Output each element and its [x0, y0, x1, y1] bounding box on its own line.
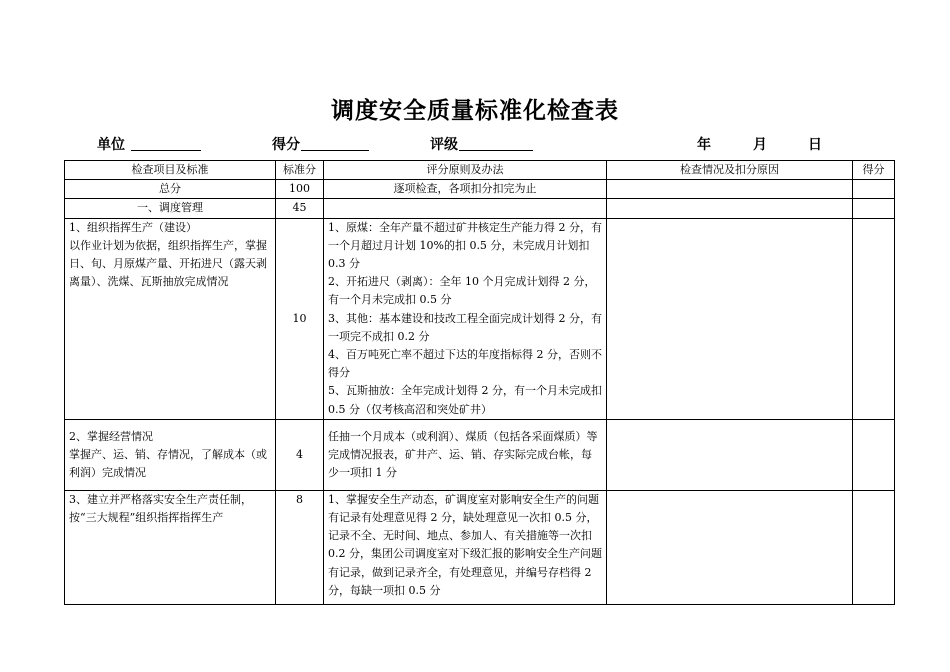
row3-points: 8 — [276, 490, 324, 604]
header-score: 得分 — [853, 161, 895, 180]
row3-score-cell — [853, 490, 895, 604]
header-findings: 检查情况及扣分原因 — [607, 161, 853, 180]
header-item: 检查项目及标准 — [65, 161, 276, 180]
year-label: 年 — [697, 137, 711, 153]
total-row — [65, 180, 895, 199]
row3-method — [324, 490, 607, 604]
row2-score-cell — [853, 419, 895, 490]
row1-method-2: 2、开拓进尺（剥离）：全年 10 个月完成计划得 2 分，有一个月未完成扣 0.5 分 — [328, 275, 596, 307]
row2-findings-cell — [607, 419, 853, 490]
section-method-cell — [324, 199, 607, 218]
total-findings-cell — [607, 180, 853, 199]
row1-method-5: 5、瓦斯抽放：全年完成计划得 2 分，有一个月未完成扣 0.5 分（仅考核高沼和突处矿井） — [328, 384, 602, 416]
row3-item — [65, 490, 276, 604]
table-row — [65, 419, 895, 490]
unit-blank — [131, 136, 201, 151]
header-points: 标准分 — [276, 161, 324, 180]
month-label: 月 — [753, 137, 767, 153]
section-points: 45 — [276, 199, 324, 218]
score-label: 得分 — [272, 137, 300, 153]
section-item: 一、调度管理 — [65, 199, 276, 218]
header-method: 评分原则及办法 — [324, 161, 607, 180]
grade-field — [430, 134, 533, 154]
row1-item-title: 1、组织指挥生产（建设） — [69, 220, 197, 234]
grade-label: 评级 — [430, 137, 458, 153]
page-title: 调度安全质量标准化检查表 — [331, 98, 619, 124]
row2-method — [324, 419, 607, 490]
row1-method-4: 4、百万吨死亡率不超过下达的年度指标得 2 分，否则不得分 — [328, 348, 602, 380]
total-score-cell — [853, 180, 895, 199]
total-method: 逐项检查，各项扣分扣完为止 — [324, 180, 607, 199]
unit-field — [97, 134, 201, 154]
grade-blank — [459, 136, 533, 151]
row1-item — [65, 218, 276, 419]
inspection-table — [64, 160, 895, 605]
row1-method-1: 1、原煤：全年产量不超过矿井核定生产能力得 2 分，有一个月超过月计划 10%的扣 0.5 分，未完成月计划扣 0.3 分 — [328, 220, 602, 271]
row2-method-1: 任抽一个月成本（或利润）、煤质（包括各采面煤质）等完成情况报表，矿井产、运、销、存实际完成台帐，每少一项扣 1 分 — [328, 429, 598, 479]
row1-points: 10 — [276, 218, 324, 419]
row3-findings-cell — [607, 490, 853, 604]
row3-method-1: 1、掌握安全生产动态，矿调度室对影响安全生产的问题有记录有处理意见得 2 分，缺处理意见一次扣 0.5 分，记录不全、无时间、地点、参加人、有关措施等一次扣 0.2 分，集团公司调度室对下级汇报的影响安全生产问题有记录，做到记录齐全，有处理意见，并编号存档得 2 分，每缺一项扣 0.5 分 — [328, 492, 602, 597]
row1-method — [324, 218, 607, 419]
section-row — [65, 199, 895, 218]
unit-label: 单位 — [97, 137, 125, 153]
section-findings-cell — [607, 199, 853, 218]
row1-findings-cell — [607, 218, 853, 419]
day-label: 日 — [808, 137, 822, 153]
total-points: 100 — [276, 180, 324, 199]
row2-item-desc: 掌握产、运、销、存情况，了解成本（或利润）完成情况 — [69, 447, 267, 479]
row2-item — [65, 419, 276, 490]
row1-score-cell — [853, 218, 895, 419]
row2-points: 4 — [276, 419, 324, 490]
table-row — [65, 218, 895, 419]
row1-item-desc: 以作业计划为依据，组织指挥生产，掌握日、旬、月原煤产量、开拓进尺（露天剥离量）、洗煤、瓦斯抽放完成情况 — [69, 238, 267, 289]
table-row — [65, 490, 895, 604]
score-blank — [301, 136, 369, 151]
total-item: 总分 — [65, 180, 276, 199]
row3-item-title: 3、建立并严格落实安全生产责任制，按“三大规程”组织指挥指挥生产 — [69, 492, 252, 525]
row1-method-3: 3、其他：基本建设和技改工程全面完成计划得 2 分，有一项完不成扣 0.2 分 — [328, 311, 602, 343]
row2-item-title: 2、掌握经营情况 — [69, 429, 153, 443]
score-field — [272, 134, 369, 154]
section-score-cell — [853, 199, 895, 218]
header-row — [65, 161, 895, 180]
